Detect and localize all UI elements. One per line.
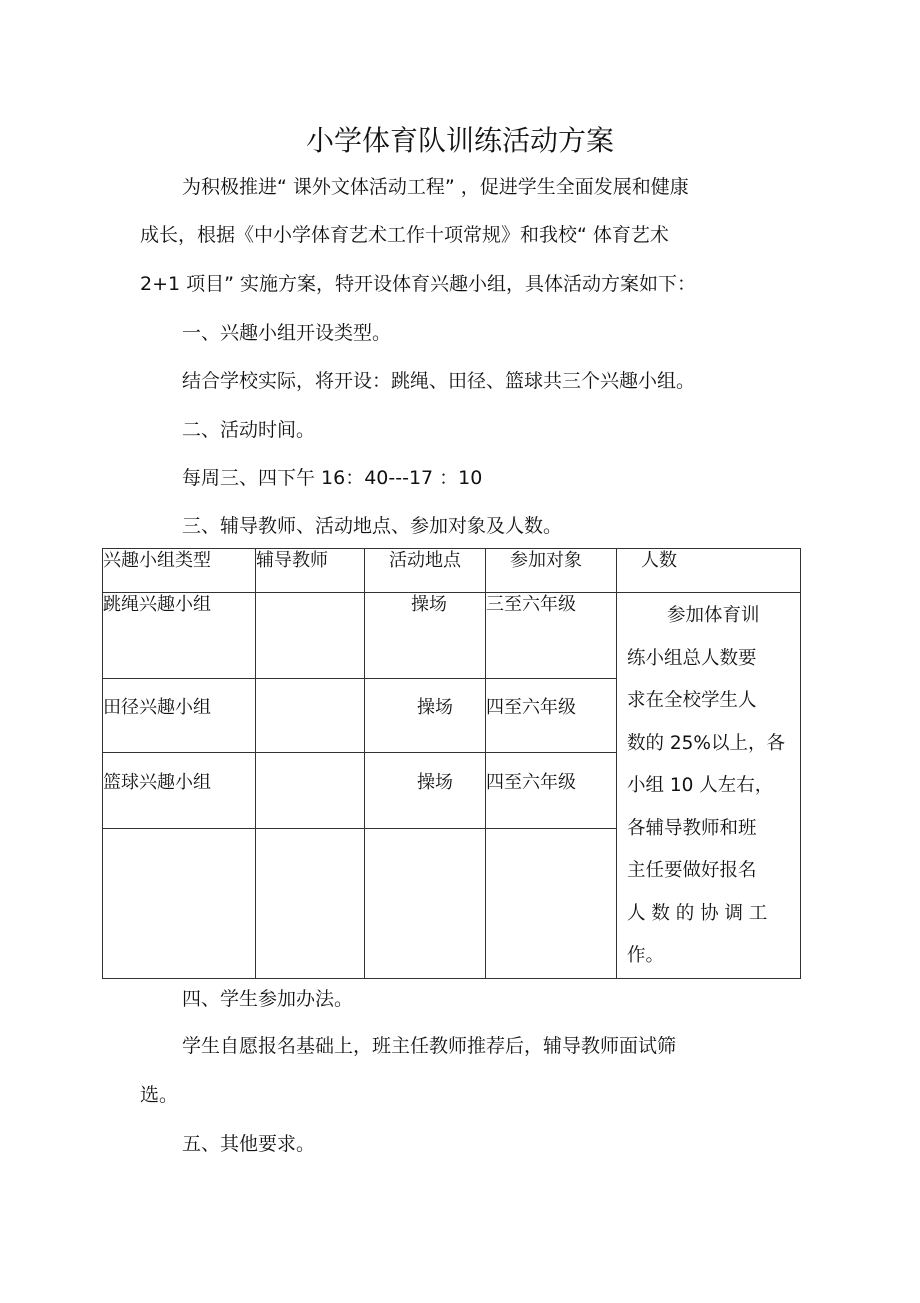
note-line: 主任要做好报名 bbox=[627, 860, 757, 881]
cell-place: 操场 bbox=[365, 753, 486, 828]
section-3-heading: 三、辅导教师、活动地点、参加对象及人数。 bbox=[182, 515, 563, 537]
note-line: 小组 10 人左右， bbox=[627, 775, 774, 796]
section-1-heading: 一、兴趣小组开设类型。 bbox=[182, 322, 392, 344]
cell-place: 操场 bbox=[365, 593, 486, 679]
section-5-heading: 五、其他要求。 bbox=[182, 1133, 316, 1155]
cell-group: 田径兴趣小组 bbox=[103, 678, 256, 752]
header-target: 参加对象 bbox=[486, 549, 617, 593]
cell-group: 跳绳兴趣小组 bbox=[103, 593, 256, 679]
cell-teacher bbox=[256, 593, 365, 679]
section-4-body-line-2: 选。 bbox=[140, 1084, 179, 1106]
cell-teacher bbox=[256, 678, 365, 752]
cell-group: 篮球兴趣小组 bbox=[103, 753, 256, 828]
note-line: 作。 bbox=[627, 945, 665, 966]
empty-cell bbox=[486, 828, 617, 978]
document-title: 小学体育队训练活动方案 bbox=[305, 124, 614, 157]
note-line: 求在全校学生人 bbox=[627, 690, 757, 711]
intro-line-3: 2+1 项目” 实施方案，特开设体育兴趣小组，具体活动方案如下： bbox=[140, 273, 697, 295]
note-line: 数的 25%以上，各 bbox=[627, 732, 786, 754]
header-group-type: 兴趣小组类型 bbox=[103, 549, 256, 593]
intro-line-1: 为积极推进“ 课外文体活动工程” ，促进学生全面发展和健康 bbox=[182, 176, 689, 198]
header-count: 人数 bbox=[617, 549, 801, 593]
cell-place: 操场 bbox=[365, 678, 486, 752]
cell-target: 三至六年级 bbox=[486, 593, 617, 679]
note-line: 各辅导教师和班 bbox=[627, 817, 757, 839]
count-requirement-note bbox=[617, 593, 801, 979]
note-line: 人 数 的 协 调 工 bbox=[627, 902, 768, 924]
empty-cell bbox=[103, 828, 256, 978]
cell-target: 四至六年级 bbox=[486, 678, 617, 752]
table-header-row bbox=[103, 549, 801, 593]
note-line: 参加体育训 bbox=[667, 605, 760, 626]
section-1-body: 结合学校实际，将开设：跳绳、田径、篮球共三个兴趣小组。 bbox=[182, 370, 696, 392]
activity-table bbox=[102, 548, 801, 979]
cell-target: 四至六年级 bbox=[486, 753, 617, 828]
empty-cell bbox=[365, 828, 486, 978]
header-place: 活动地点 bbox=[365, 549, 486, 593]
table-row bbox=[103, 593, 801, 679]
section-4-heading: 四、学生参加办法。 bbox=[182, 988, 354, 1010]
cell-teacher bbox=[256, 753, 365, 828]
empty-cell bbox=[256, 828, 365, 978]
note-line: 练小组总人数要 bbox=[627, 647, 757, 669]
section-2-body: 每周三、四下午 16：40---17 ：10 bbox=[182, 467, 483, 489]
intro-line-2: 成长，根据《中小学体育艺术工作十项常规》和我校“ 体育艺术 bbox=[140, 224, 669, 246]
section-2-heading: 二、活动时间。 bbox=[182, 419, 316, 441]
section-4-body-line-1: 学生自愿报名基础上，班主任教师推荐后，辅导教师面试筛 bbox=[182, 1035, 677, 1057]
header-teacher: 辅导教师 bbox=[256, 549, 365, 593]
